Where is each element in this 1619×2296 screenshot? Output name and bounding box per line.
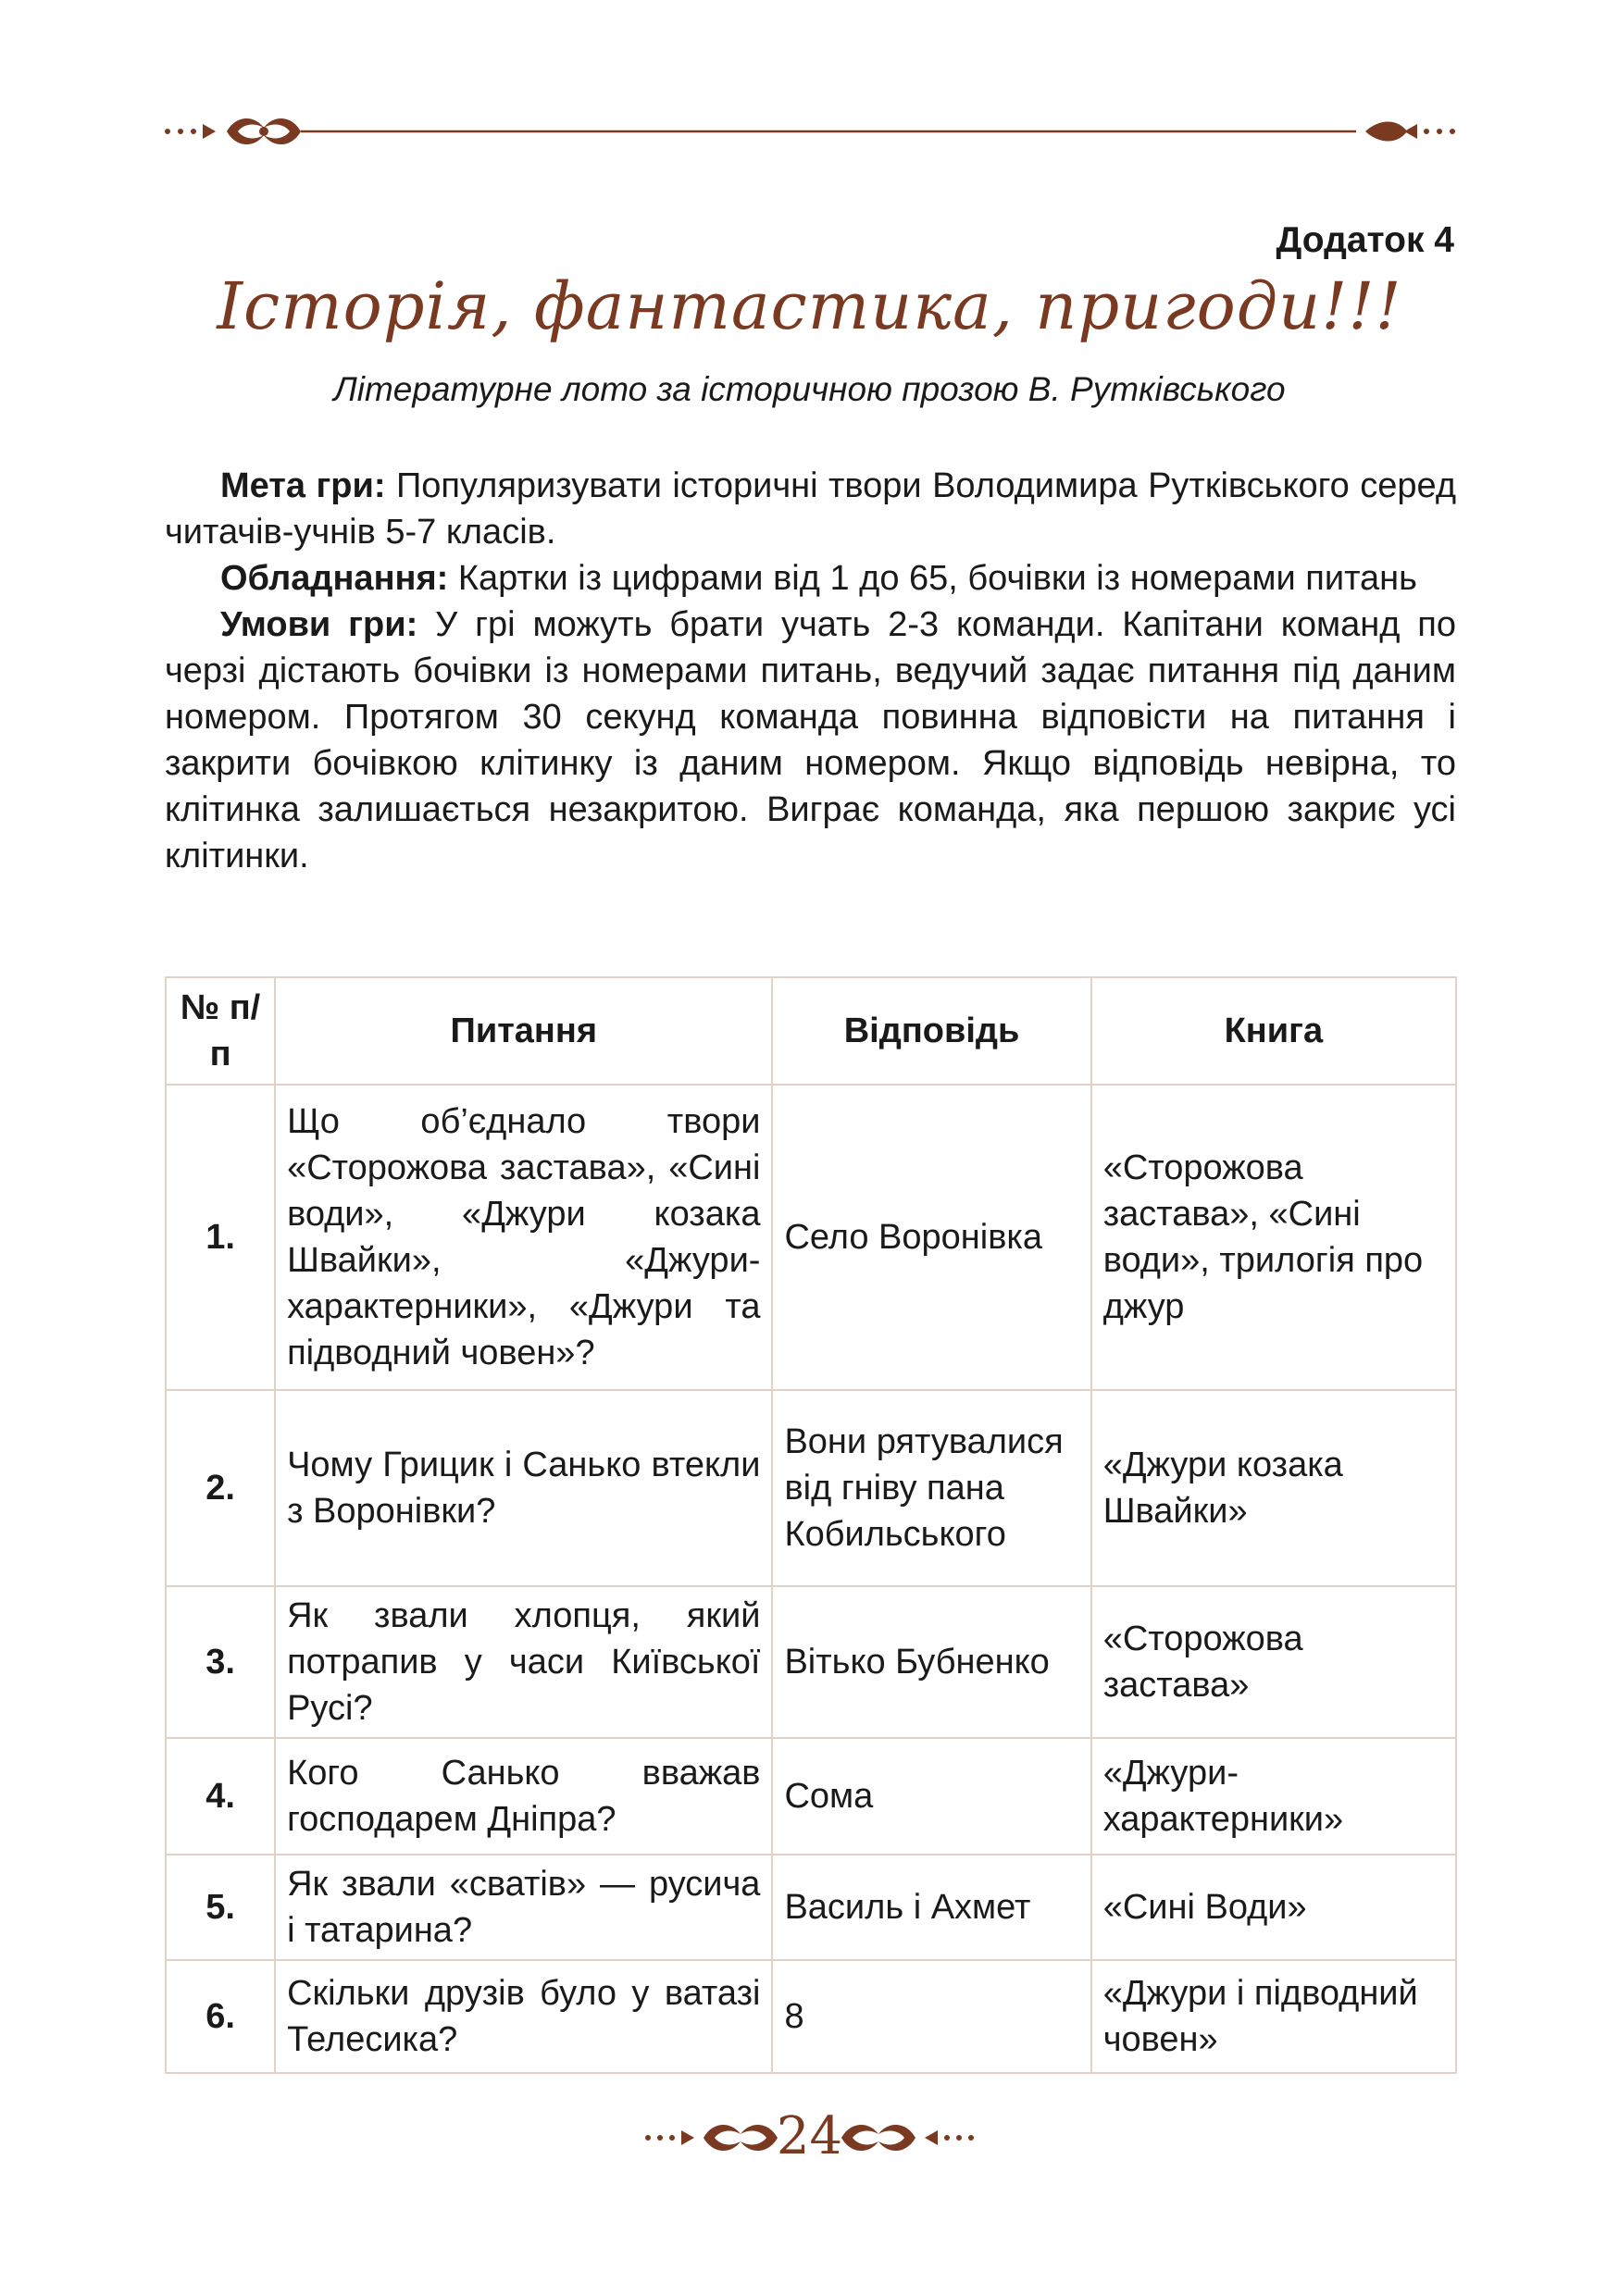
row-book: «Сині Води» — [1091, 1855, 1456, 1960]
row-question: Як звали хлопця, який потрапив у часи Київської Русі? — [275, 1586, 772, 1738]
row-num: 4. — [166, 1738, 275, 1855]
page-title: Історія, фантастика, пригоди!!! — [217, 268, 1402, 344]
table-row — [166, 1390, 1456, 1586]
row-book: «Сторожова застава» — [1091, 1586, 1456, 1738]
header-book: Книга — [1091, 977, 1456, 1085]
table-header-row — [166, 977, 1456, 1085]
row-book: «Джури і підводний човен» — [1091, 1960, 1456, 2073]
row-book: «Джури-характерники» — [1091, 1738, 1456, 1855]
header-question: Питання — [275, 977, 772, 1085]
goal-paragraph — [165, 463, 1456, 555]
row-num: 6. — [166, 1960, 275, 2073]
table-row — [166, 1085, 1456, 1390]
goal-text: Популяризувати історичні твори Володимира Рутківського серед читачів-учнів 5-7 класів. — [165, 466, 1456, 552]
row-question: Кого Санько вважав господарем Дніпра? — [275, 1738, 772, 1855]
row-answer: Вітько Бубненко — [772, 1586, 1090, 1738]
row-answer: Василь і Ахмет — [772, 1855, 1090, 1960]
quiz-table — [165, 976, 1457, 2074]
intro-text — [165, 463, 1456, 879]
rules-text: У грі можуть брати учать 2-3 команди. Капітани команд по черзі дістають бочівки із номерами питань, ведучий задає питання під даним номером. Протягом 30 секунд команда повинна відповісти на питання і закрити бочівкою клітинку із даним номером. Якщо відповідь невірна, то клітинка залишається незакритою. Виграє команда, яка першою закриє усі клітинки. — [165, 605, 1456, 875]
row-question: Чому Грицик і Санько втекли з Воронівки? — [275, 1390, 772, 1586]
table-row — [166, 1738, 1456, 1855]
table-row — [166, 1960, 1456, 2073]
row-question: Що об’єднало твори «Сторожова застава», «Сині води», «Джури козака Швайки», «Джури-характерники», «Джури та підводний човен»? — [275, 1085, 772, 1390]
appendix-label: Додаток 4 — [1276, 220, 1454, 260]
page-number: 24 — [776, 2106, 843, 2166]
table-row — [166, 1855, 1456, 1960]
row-book: «Сторожова застава», «Сині води», трилогія про джур — [1091, 1085, 1456, 1390]
equipment-paragraph — [165, 555, 1456, 602]
row-answer: Сома — [772, 1738, 1090, 1855]
row-answer: 8 — [772, 1960, 1090, 2073]
rules-label: Умови гри: — [220, 605, 418, 644]
row-book: «Джури козака Швайки» — [1091, 1390, 1456, 1586]
table-row — [166, 1586, 1456, 1738]
row-num: 5. — [166, 1855, 275, 1960]
equipment-label: Обладнання: — [220, 559, 449, 598]
row-answer: Село Воронівка — [772, 1085, 1090, 1390]
row-question: Як звали «сватів» — русича і татарина? — [275, 1855, 772, 1960]
row-num: 1. — [166, 1085, 275, 1390]
row-answer: Вони рятувалися від гніву пана Кобильського — [772, 1390, 1090, 1586]
goal-label: Мета гри: — [220, 466, 386, 505]
equipment-text: Картки із цифрами від 1 до 65, бочівки із номерами питань — [448, 559, 1417, 598]
floral-divider-icon — [162, 109, 1458, 154]
row-num: 2. — [166, 1390, 275, 1586]
header-num: № п/п — [166, 977, 275, 1085]
rules-paragraph — [165, 602, 1456, 879]
page-subtitle: Літературне лото за історичною прозою В. Рутківського — [333, 370, 1286, 408]
row-question: Скільки друзів було у ватазі Телесика? — [275, 1960, 772, 2073]
row-num: 3. — [166, 1586, 275, 1738]
header-answer: Відповідь — [772, 977, 1090, 1085]
